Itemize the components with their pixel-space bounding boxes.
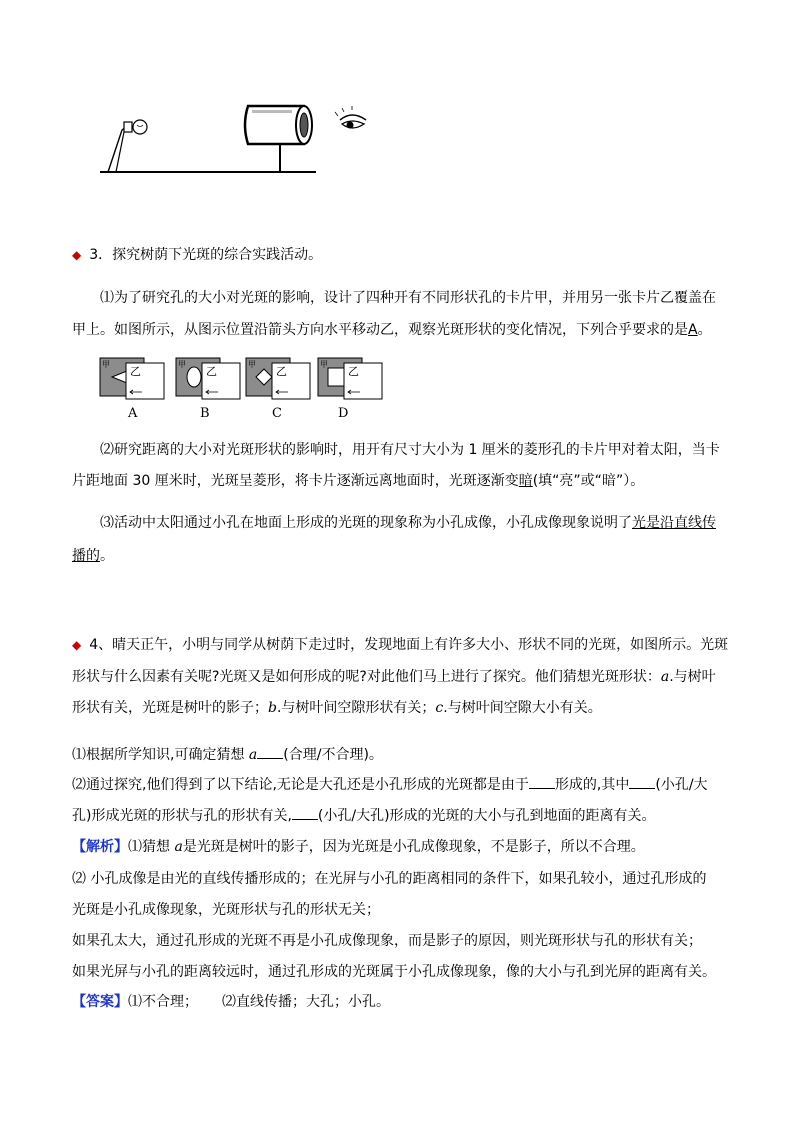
q4-jiexi-line4: 如果孔太大，通过孔形成的光斑不再是小孔成像现象，而是影子的原因，则光斑形状与孔的形状有关； bbox=[72, 933, 702, 949]
card-yi-label: 乙 bbox=[276, 365, 287, 378]
q3-part1-line2: 甲上。如图所示，从图示位置沿箭头方向水平移动乙，观察光斑形状的变化情况，下列合乎要求的是A。 bbox=[72, 322, 712, 338]
card-yi-label: 乙 bbox=[206, 365, 217, 378]
card-option-d bbox=[318, 358, 382, 399]
card-jia-label: 甲 bbox=[248, 360, 256, 369]
q4-jiexi-line3: 光斑是小孔成像现象，光斑形状与孔的形状无关； bbox=[72, 902, 380, 918]
card-label-c: C bbox=[272, 406, 282, 421]
q4-line2: 形状与什么因素有关呢?光斑又是如何形成的呢?对此他们马上进行了探究。他们猜想光斑形状：a.与树叶 bbox=[72, 669, 716, 685]
card-label-d: D bbox=[338, 406, 349, 421]
q3-part1-line1: ⑴为了研究孔的大小对光斑的影响，设计了四种开有不同形状孔的卡片甲，并用另一张卡片乙覆盖在 bbox=[100, 290, 716, 306]
card-yi-label: 乙 bbox=[348, 365, 359, 378]
q4-line3: 形状有关，光斑是树叶的影子；b.与树叶间空隙形状有关；c.与树叶间空隙大小有关。 bbox=[72, 700, 602, 716]
card-yi-label: 乙 bbox=[130, 365, 141, 378]
card-label-a: A bbox=[128, 406, 138, 421]
answer-blank bbox=[529, 774, 555, 789]
q4-subq2-line2: 孔)形成光斑的形状与孔的形状有关, (小孔/大孔)形成的光斑的大小与孔到地面的距离有关。 bbox=[72, 805, 656, 825]
card-option-a bbox=[100, 358, 164, 399]
q4-subq2-line1: ⑵通过探究,他们得到了以下结论,无论是大孔还是小孔形成的光斑都是由于 形成的,其中 (小孔/大 bbox=[72, 774, 708, 794]
card-option-b bbox=[176, 358, 240, 399]
q4-jiexi-line5: 如果光屏与小孔的距离较远时，通过孔形成的光斑属于小孔成像现象，像的大小与孔到光屏的距离有关。 bbox=[72, 964, 716, 980]
q3-part2-line2: 片距地面 30 厘米时，光斑呈菱形，将卡片逐渐远离地面时，光斑逐渐变暗(填“亮”或“暗”）。 bbox=[72, 473, 645, 489]
card-option-c bbox=[246, 358, 310, 399]
answer-tag: 【答案】 bbox=[72, 994, 128, 1010]
q4-jiexi-line1: 【解析】⑴猜想 a是光斑是树叶的影子，因为光斑是小孔成像现象，不是影子，所以不合理。 bbox=[72, 839, 645, 855]
q4-jiexi-line2: ⑵ 小孔成像是由光的直线传播形成的；在光屏与小孔的距离相同的条件下，如果孔较小，通过孔形成的 bbox=[72, 871, 707, 887]
q3-part3-answer-b: 播的 bbox=[72, 548, 100, 564]
answer-blank bbox=[292, 805, 318, 820]
pinhole-apparatus-figure bbox=[96, 98, 376, 178]
q3-part3-answer-a: 光是沿直线传 bbox=[632, 515, 716, 531]
answer-blank bbox=[629, 774, 655, 789]
card-label-b: B bbox=[200, 406, 210, 421]
q3-part3-line1: ⑶活动中太阳通过小孔在地面上形成的光斑的现象称为小孔成像，小孔成像现象说明了光是沿直线传 bbox=[100, 515, 716, 531]
bullet-diamond-icon: ◆ bbox=[72, 638, 82, 652]
q3-title: ◆ 3．探究树荫下光斑的综合实践活动。 bbox=[72, 247, 323, 263]
q3-part2-line1: ⑵研究距离的大小对光斑形状的影响时，用开有尺寸大小为 1 厘米的菱形孔的卡片甲对着太阳，当卡 bbox=[100, 442, 720, 458]
card-jia-label: 甲 bbox=[320, 360, 328, 369]
bullet-diamond-icon: ◆ bbox=[72, 248, 82, 262]
card-hole-ellipse bbox=[187, 367, 201, 387]
q4-answer-line: 【答案】⑴不合理； ⑵直线传播；大孔；小孔。 bbox=[72, 994, 390, 1010]
card-options-figure bbox=[98, 355, 388, 400]
answer-blank bbox=[257, 744, 283, 759]
q3-part2-answer: 暗 bbox=[518, 473, 533, 489]
q4-line1: ◆ 4、晴天正午，小明与同学从树荫下走过时，发现地面上有许多大小、形状不同的光斑，如图所示。光斑 bbox=[72, 637, 729, 653]
q4-subq1: ⑴根据所学知识,可确定猜想 a (合理/不合理)。 bbox=[72, 744, 383, 764]
card-jia-label: 甲 bbox=[102, 360, 110, 369]
card-hole-square bbox=[328, 368, 344, 386]
jiexi-tag: 【解析】 bbox=[72, 839, 128, 855]
q3-part3-line2: 播的。 bbox=[72, 548, 114, 564]
card-jia-label: 甲 bbox=[178, 360, 186, 369]
q3-part1-answer: A bbox=[688, 322, 698, 338]
